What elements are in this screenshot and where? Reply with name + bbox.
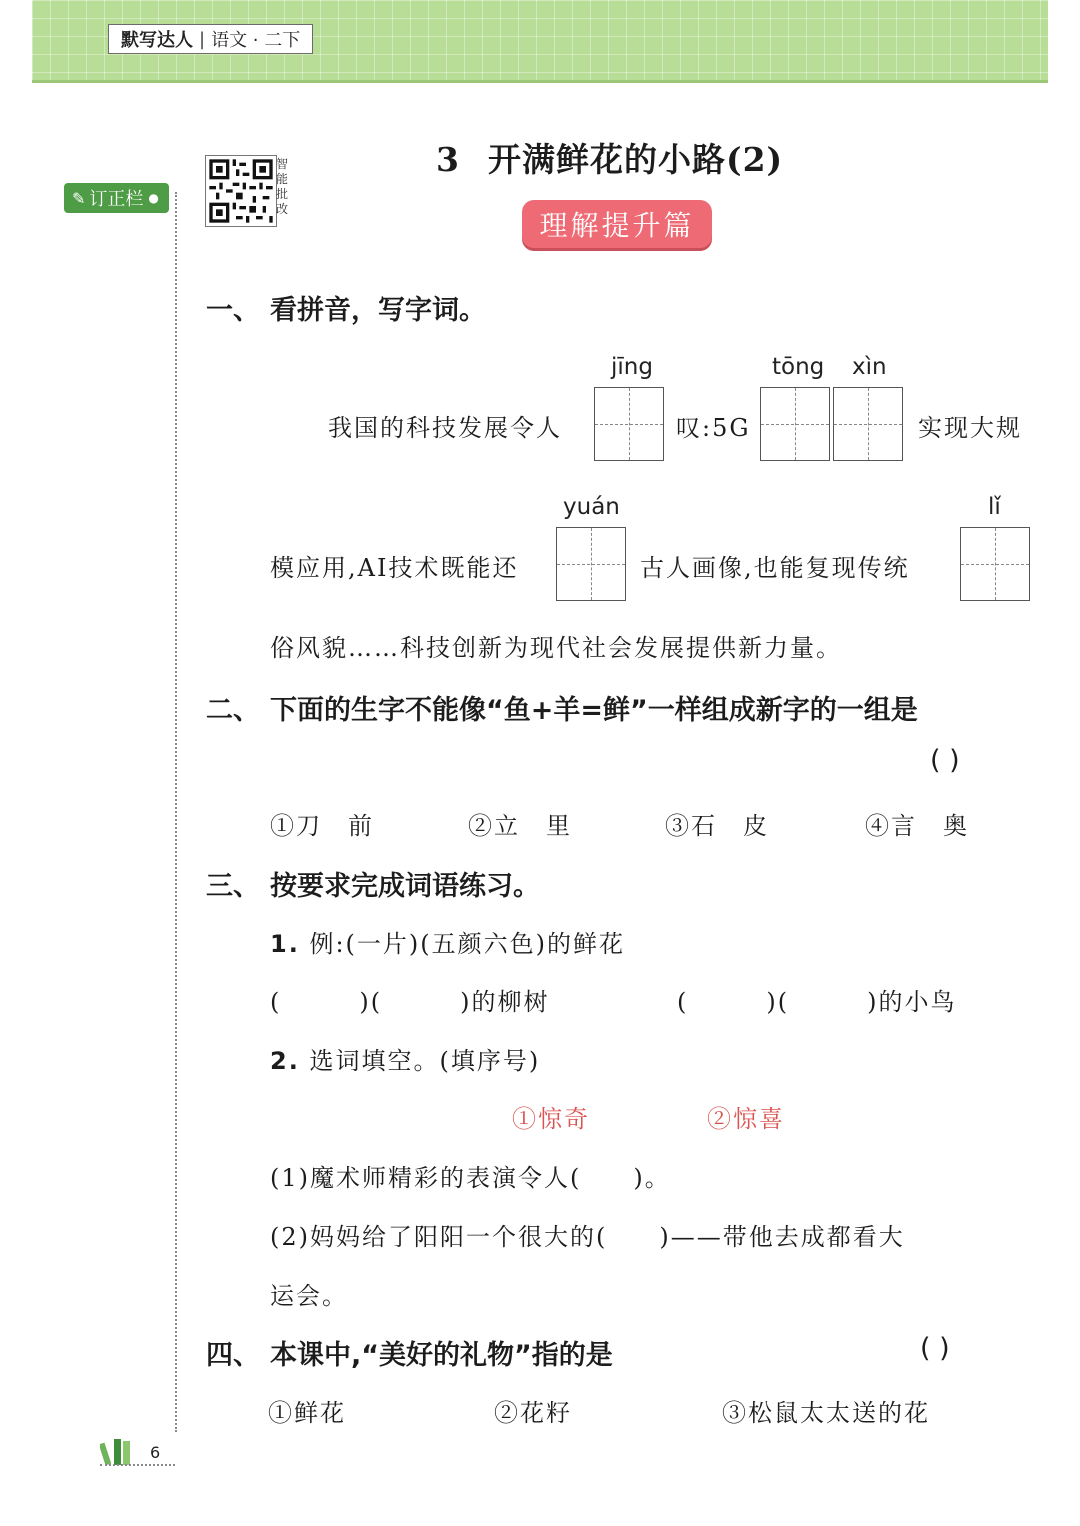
writing-box-li[interactable] — [960, 527, 1030, 601]
brand-name: 默写达人 — [121, 30, 193, 51]
page-footer-line — [100, 1464, 175, 1466]
q3-sub2-prompt: 选词填空。(填序号) — [309, 1047, 541, 1075]
lesson-title — [436, 134, 783, 181]
q4-option-1: ①鲜花 — [268, 1399, 346, 1427]
q1-line1-part1: 我国的科技发展令人 — [328, 414, 562, 442]
q3-sub1-example — [270, 924, 625, 959]
q2-option-1: ①刀 前 — [270, 812, 374, 840]
pinyin-jing: jīng — [611, 354, 653, 380]
correction-label: 订正栏 — [89, 189, 144, 210]
q3-sentence-2[interactable]: (2)妈妈给了阳阳一个很大的( )——带他去成都看大 — [270, 1223, 905, 1251]
q3-sub2-label: 2. — [270, 1047, 300, 1075]
writing-box-yuan[interactable] — [556, 527, 626, 601]
pinyin-yuan: yuán — [563, 494, 620, 520]
q3-sub1-example-text: 例:(一片)(五颜六色)的鲜花 — [309, 930, 626, 958]
subject-grade: 语文 · 二下 — [211, 30, 301, 51]
question-3-prompt: 按要求完成词语练习。 — [270, 871, 540, 902]
q1-line1-part3: 实现大规 — [918, 414, 1022, 442]
q3-sub1-label: 1. — [270, 930, 300, 958]
pencil-icon: ✎ — [72, 188, 86, 208]
q2-option-3: ③石 皮 — [665, 812, 769, 840]
question-1-number: 一、 — [206, 295, 260, 326]
question-2-prompt: 下面的生字不能像“鱼+羊=鲜”一样组成新字的一组是 — [270, 695, 918, 726]
q2-option-4: ④言 奥 — [865, 812, 969, 840]
q4-option-3: ③松鼠太太送的花 — [722, 1399, 930, 1427]
book-series-tag — [108, 24, 313, 54]
question-3-heading — [206, 864, 540, 903]
pinyin-li: lǐ — [988, 494, 1001, 520]
word-choice-2: ②惊喜 — [707, 1105, 785, 1133]
question-2-answer-blank[interactable]: ( ) — [930, 745, 960, 776]
q3-sub1-blank-bird[interactable]: ( )( )的小鸟 — [677, 988, 957, 1016]
pinyin-xin: xìn — [852, 354, 887, 380]
q1-line1-part2: 叹:5G — [676, 414, 751, 442]
q3-sub1-blank-willow[interactable]: ( )( )的柳树 — [270, 988, 550, 1016]
q1-line2-part2: 古人画像,也能复现传统 — [640, 554, 910, 582]
question-2-heading — [206, 688, 918, 727]
writing-box-jing[interactable] — [594, 387, 664, 461]
q2-option-2: ②立 里 — [468, 812, 572, 840]
header-separator: | — [199, 28, 206, 50]
question-3-number: 三、 — [206, 871, 260, 902]
question-1-prompt: 看拼音，写字词。 — [270, 295, 486, 326]
q1-line3: 俗风貌……科技创新为现代社会发展提供新力量。 — [270, 634, 842, 662]
question-2-number: 二、 — [206, 695, 260, 726]
lesson-name: 开满鲜花的小路(2) — [487, 140, 784, 179]
q3-sentence-1[interactable]: (1)魔术师精彩的表演令人( )。 — [270, 1164, 671, 1192]
question-1-heading — [206, 288, 486, 327]
section-badge: 理解提升篇 — [522, 200, 712, 248]
lesson-number: 3 — [436, 140, 460, 179]
pinyin-tong: tōng — [772, 354, 825, 380]
word-choice-1: ①惊奇 — [512, 1105, 590, 1133]
correction-column-tag — [64, 183, 169, 213]
q4-option-2: ②花籽 — [494, 1399, 572, 1427]
q3-sentence-2-continued: 运会。 — [270, 1282, 348, 1310]
qr-code-icon[interactable] — [205, 155, 277, 227]
question-4-heading — [206, 1333, 613, 1372]
q3-sub2-heading — [270, 1041, 540, 1076]
writing-box-xin[interactable] — [833, 387, 903, 461]
books-icon — [100, 1437, 140, 1465]
question-4-number: 四、 — [206, 1340, 260, 1371]
question-4-answer-blank[interactable]: ( ) — [920, 1333, 950, 1364]
margin-dotted-line — [175, 192, 177, 1432]
dot-icon: ● — [148, 191, 159, 205]
question-4-prompt: 本课中,“美好的礼物”指的是 — [270, 1340, 613, 1371]
writing-box-tong[interactable] — [760, 387, 830, 461]
qr-label: 智能批改 — [276, 157, 289, 216]
page-number: 6 — [150, 1443, 161, 1462]
q1-line2-part1: 模应用,AI技术既能还 — [270, 554, 519, 582]
